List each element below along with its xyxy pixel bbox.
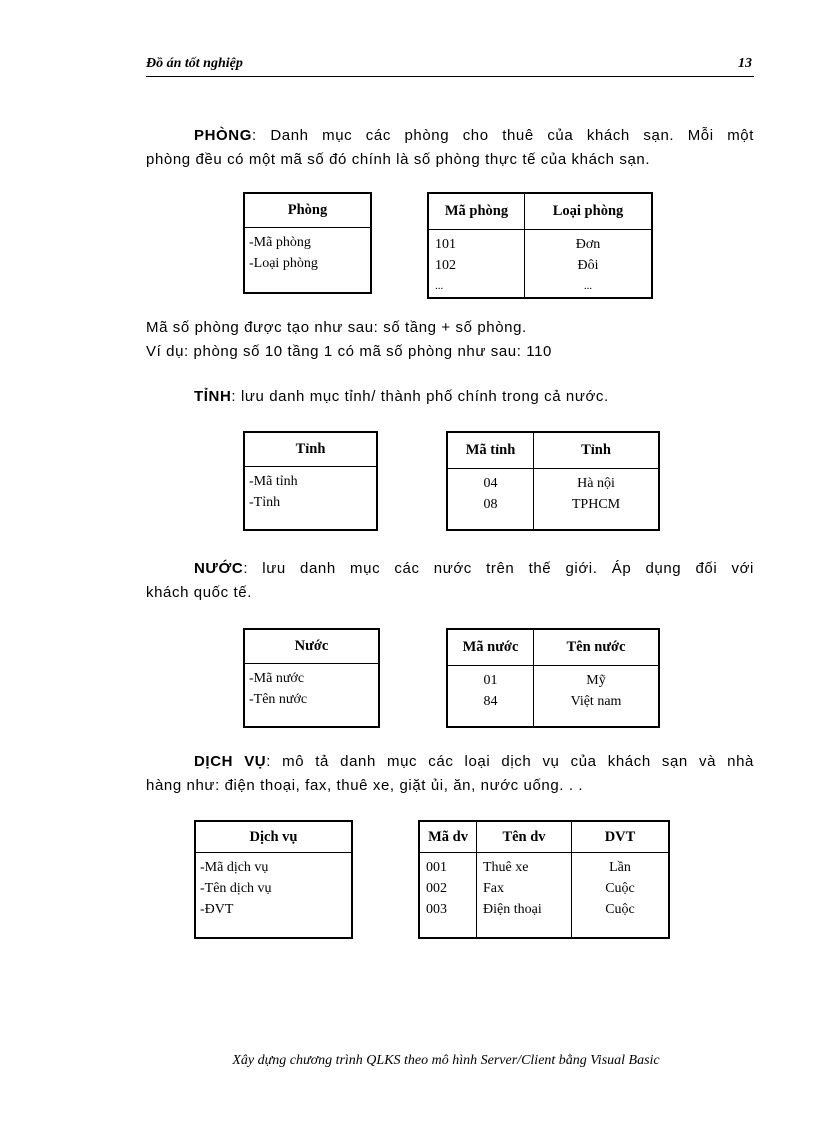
page-header (146, 56, 754, 77)
table-row (428, 230, 652, 299)
table-cell: 01 (483, 673, 498, 688)
table-cell: ... (435, 280, 444, 292)
table-cell: 003 (426, 902, 447, 917)
table-cell: Việt nam (570, 694, 622, 709)
table-cell: Cuộc (605, 902, 635, 917)
column-header: Tỉnh (534, 432, 660, 469)
entity-field: -Loại phòng (249, 256, 318, 271)
phong-entity-box (243, 192, 372, 294)
table-cell: Thuê xe (483, 860, 529, 875)
nuoc-paragraph: NƯỚC: lưu danh mục các nước trên thế giới. Áp dụng đối với khách quốc tế. (146, 560, 754, 601)
table-cell: 001 (426, 860, 447, 875)
table-cell: Điện thoại (483, 902, 542, 917)
entity-field: -Tên nước (249, 692, 308, 707)
entity-field: -Tỉnh (249, 495, 281, 510)
column-header: DVT (572, 821, 670, 853)
table-cell: 84 (483, 694, 498, 709)
tinh-entity-title: Tỉnh (245, 433, 376, 467)
entity-field: -Mã nước (249, 671, 305, 686)
tinh-data-table (446, 431, 660, 531)
entity-field: -ĐVT (200, 902, 234, 917)
table-cell: Hà nội (577, 476, 615, 491)
tinh-term: TỈNH (194, 388, 232, 405)
column-header: Mã dv (419, 821, 477, 853)
column-header: Mã tỉnh (447, 432, 534, 469)
column-header: Mã nước (447, 629, 534, 666)
table-row (447, 469, 659, 531)
table-cell: Cuộc (605, 881, 635, 896)
table-cell: Fax (483, 881, 504, 896)
column-header: Tên nước (534, 629, 660, 666)
table-cell: Đôi (577, 258, 599, 273)
table-cell: 101 (435, 237, 456, 252)
nuoc-term: NƯỚC (194, 560, 244, 577)
entity-field: -Mã phòng (249, 235, 311, 250)
table-cell: 08 (483, 497, 498, 512)
column-header: Mã phòng (428, 193, 525, 230)
table-cell: Đơn (575, 237, 601, 252)
phong-paragraph: PHÒNG: Danh mục các phòng cho thuê của khách sạn. Mỗi một phòng đều có một mã số đó chính là số phòng thực tế của khách sạn. (146, 127, 754, 168)
table-cell: 04 (483, 476, 498, 491)
table-row (447, 666, 659, 728)
entity-field: -Mã dịch vụ (200, 860, 269, 875)
column-header: Loại phòng (525, 193, 653, 230)
column-header: Tên dv (477, 821, 572, 853)
dichvu-entity-title: Dịch vụ (196, 822, 351, 853)
entity-field: -Tên dịch vụ (200, 881, 272, 896)
nuoc-entity-box (243, 628, 380, 728)
dichvu-data-table (418, 820, 670, 939)
phong-term: PHÒNG (194, 127, 253, 144)
tinh-entity-box (243, 431, 378, 531)
table-cell: TPHCM (571, 497, 621, 512)
table-cell: ... (583, 280, 593, 292)
document-title: Đồ án tốt nghiệp (146, 56, 243, 71)
table-cell: 102 (435, 258, 456, 273)
table-cell: 002 (426, 881, 447, 896)
page-footer: Xây dựng chương trình QLKS theo mô hình Server/Client bằng Visual Basic (232, 1053, 660, 1068)
dichvu-paragraph: DỊCH VỤ: mô tả danh mục các loại dịch vụ của khách sạn và nhà hàng như: điện thoại, fax, thuê xe, giặt ủi, ăn, nước uống. . . (146, 753, 754, 794)
nuoc-data-table (446, 628, 660, 728)
dichvu-term: DỊCH VỤ (194, 753, 267, 770)
tinh-paragraph: TỈNH: lưu danh mục tỉnh/ thành phố chính trong cả nước. (194, 388, 609, 405)
table-cell: Lần (609, 860, 631, 875)
nuoc-entity-title: Nước (245, 630, 378, 664)
table-cell: Mỹ (586, 673, 606, 688)
phong-data-table (427, 192, 653, 299)
phong-entity-title: Phòng (245, 194, 370, 228)
entity-field: -Mã tỉnh (249, 474, 298, 489)
page-number: 13 (738, 56, 752, 71)
phong-notes: Mã số phòng được tạo như sau: số tầng + số phòng. Ví dụ: phòng số 10 tầng 1 có mã số phòng như sau: 110 (146, 319, 553, 360)
dichvu-entity-box (194, 820, 353, 939)
table-row (419, 853, 669, 939)
